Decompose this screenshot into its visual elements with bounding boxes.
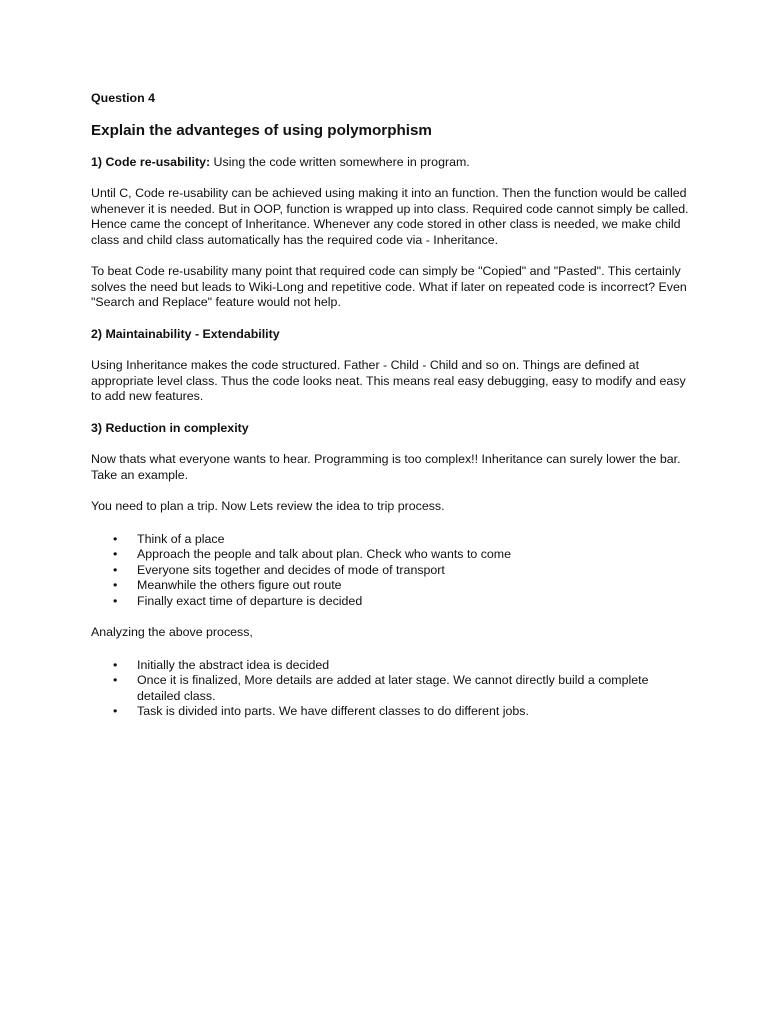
section-3-paragraph-3: Analyzing the above process, xyxy=(91,625,253,639)
page-title: Explain the advanteges of using polymorphism xyxy=(91,121,432,139)
list-item: • Initially the abstract idea is decided xyxy=(113,657,330,672)
list-item: • Once it is finalized, More details are added at later stage. We cannot directly build a complete detailed class. xyxy=(113,673,649,703)
bullet-icon: • xyxy=(113,578,118,592)
list-item: • Meanwhile the others figure out route xyxy=(113,578,342,592)
section-3-paragraph-1: Now thats what everyone wants to hear. Programming is too complex!! Inheritance can surely lower the bar. Take an example. xyxy=(91,452,681,482)
trip-steps-list xyxy=(91,532,691,610)
section-3-heading: 3) Reduction in complexity xyxy=(91,420,249,435)
section-2-paragraph-1: Using Inheritance makes the code structured. Father - Child - Child and so on. Things are defined at appropriate level class. Thus the code looks neat. This means real easy debugging, easy to modify and easy to add new features. xyxy=(91,358,686,403)
list-item: • Task is divided into parts. We have different classes to do different jobs. xyxy=(113,704,529,718)
question-label: Question 4 xyxy=(91,91,156,105)
bullet-icon: • xyxy=(113,704,118,718)
section-1-intro-text: Using the code written somewhere in program. xyxy=(210,154,470,169)
list-item: • Finally exact time of departure is decided xyxy=(113,593,363,608)
section-2-heading: 2) Maintainability - Extendability xyxy=(91,326,280,341)
list-item: • Everyone sits together and decides of mode of transport xyxy=(113,562,445,577)
document-body xyxy=(91,91,691,720)
list-item: • Think of a place xyxy=(113,531,225,546)
bullet-icon: • xyxy=(113,593,118,608)
bullet-icon: • xyxy=(113,531,118,546)
section-1-heading: 1) Code re-usability: xyxy=(91,154,211,169)
bullet-icon: • xyxy=(113,547,118,561)
list-item: • Approach the people and talk about plan. Check who wants to come xyxy=(113,547,512,561)
bullet-icon: • xyxy=(113,673,118,687)
analysis-list xyxy=(91,658,691,720)
section-1-paragraph-2: To beat Code re-usability many point that required code can simply be "Copied" and "Pasted". This certainly solves the need but leads to Wiki-Long and repetitive code. What if later on repeated code is incorrect? Even "Search and Replace" feature would not help. xyxy=(91,264,687,309)
bullet-icon: • xyxy=(113,562,118,577)
section-1-paragraph-1: Until C, Code re-usability can be achieved using making it into an function. Then the function would be called whenever it is needed. But in OOP, function is wrapped up into class. Required code cannot simply be called. Hence came the concept of Inheritance. Whenever any code stored in other class is needed, we make child class and child class automatically has the required code via - Inheritance. xyxy=(91,186,689,247)
section-1-intro xyxy=(91,155,691,171)
bullet-icon: • xyxy=(113,657,118,672)
section-3-paragraph-2: You need to plan a trip. Now Lets review the idea to trip process. xyxy=(91,499,445,513)
